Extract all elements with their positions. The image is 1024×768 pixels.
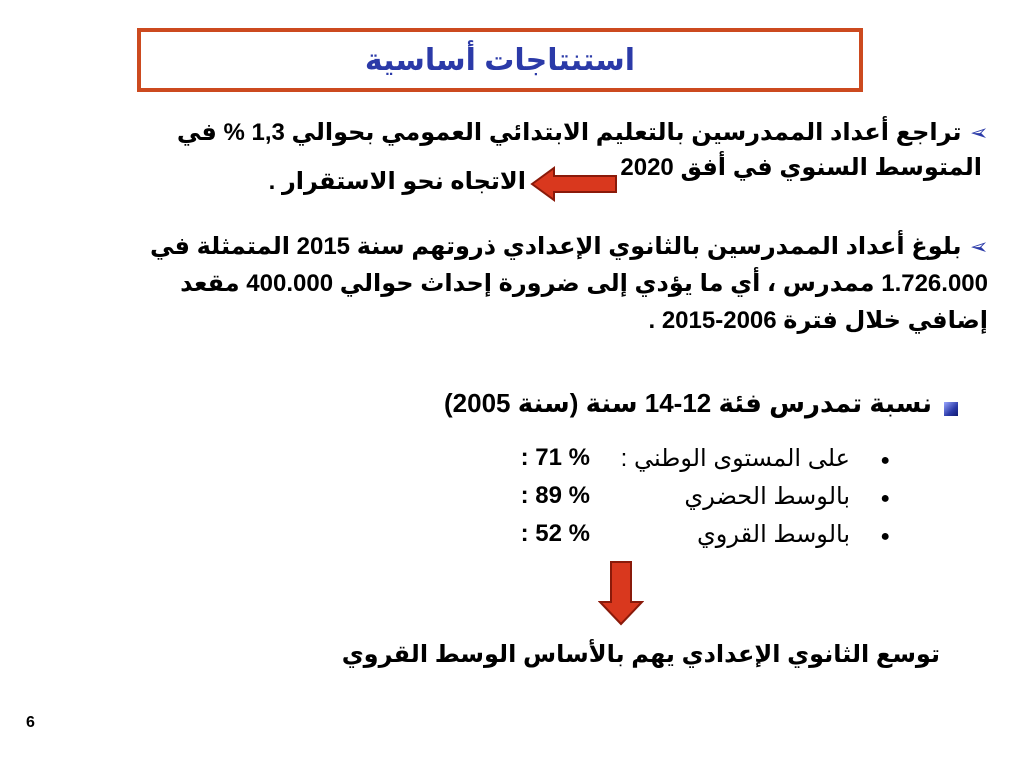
square-bullet-icon xyxy=(944,402,958,416)
bullet-1-line-1: ➢تراجع أعداد الممدرسين بالتعليم الابتدائي العمومي بحوالي 1,3 % في xyxy=(177,116,988,151)
stat-row-national xyxy=(440,444,890,484)
bullet-2-line-1: ➢بلوغ أعداد الممدرسين بالثانوي الإعدادي ذروتهم سنة 2015 المتمثلة في xyxy=(150,228,988,265)
stat-row-urban xyxy=(440,482,890,522)
stat-label: بالوسط الحضري xyxy=(684,483,850,510)
down-arrow-icon xyxy=(598,560,644,626)
bullet-2-line-2: 1.726.000 ممدرس ، أي ما يؤدي إلى ضرورة إحداث حوالي 400.000 مقعد xyxy=(180,270,988,298)
arrowhead-bullet-icon: ➢ xyxy=(969,120,988,145)
stat-label: بالوسط القروي xyxy=(697,521,850,548)
left-arrow-icon xyxy=(530,166,618,202)
stat-label: على المستوى الوطني : xyxy=(620,445,850,472)
stat-value: : 71 % xyxy=(520,444,590,471)
dot-bullet-icon: ● xyxy=(880,452,890,469)
arrowhead-bullet-icon: ➢ xyxy=(969,234,988,259)
slide-title: استنتاجات أساسية xyxy=(364,43,636,77)
bullet-1-line-3: الاتجاه نحو الاستقرار . xyxy=(268,168,526,195)
dot-bullet-icon: ● xyxy=(880,490,890,507)
conclusion-text: توسع الثانوي الإعدادي يهم بالأساس الوسط القروي xyxy=(341,641,940,668)
stat-value: : 52 % xyxy=(520,520,590,547)
bullet-2-line-3: إضافي خلال فترة 2006-2015 . xyxy=(648,307,988,335)
stat-value: : 89 % xyxy=(520,482,590,509)
schooling-rate-title: نسبة تمدرس فئة 12-14 سنة (سنة 2005) xyxy=(444,388,932,418)
title-box xyxy=(137,28,863,92)
bullet-1-line-2: المتوسط السنوي في أفق 2020 xyxy=(620,153,982,181)
dot-bullet-icon: ● xyxy=(880,528,890,545)
page-number: 6 xyxy=(26,714,35,731)
stat-row-rural xyxy=(440,520,890,560)
bullet-2 xyxy=(150,228,988,340)
